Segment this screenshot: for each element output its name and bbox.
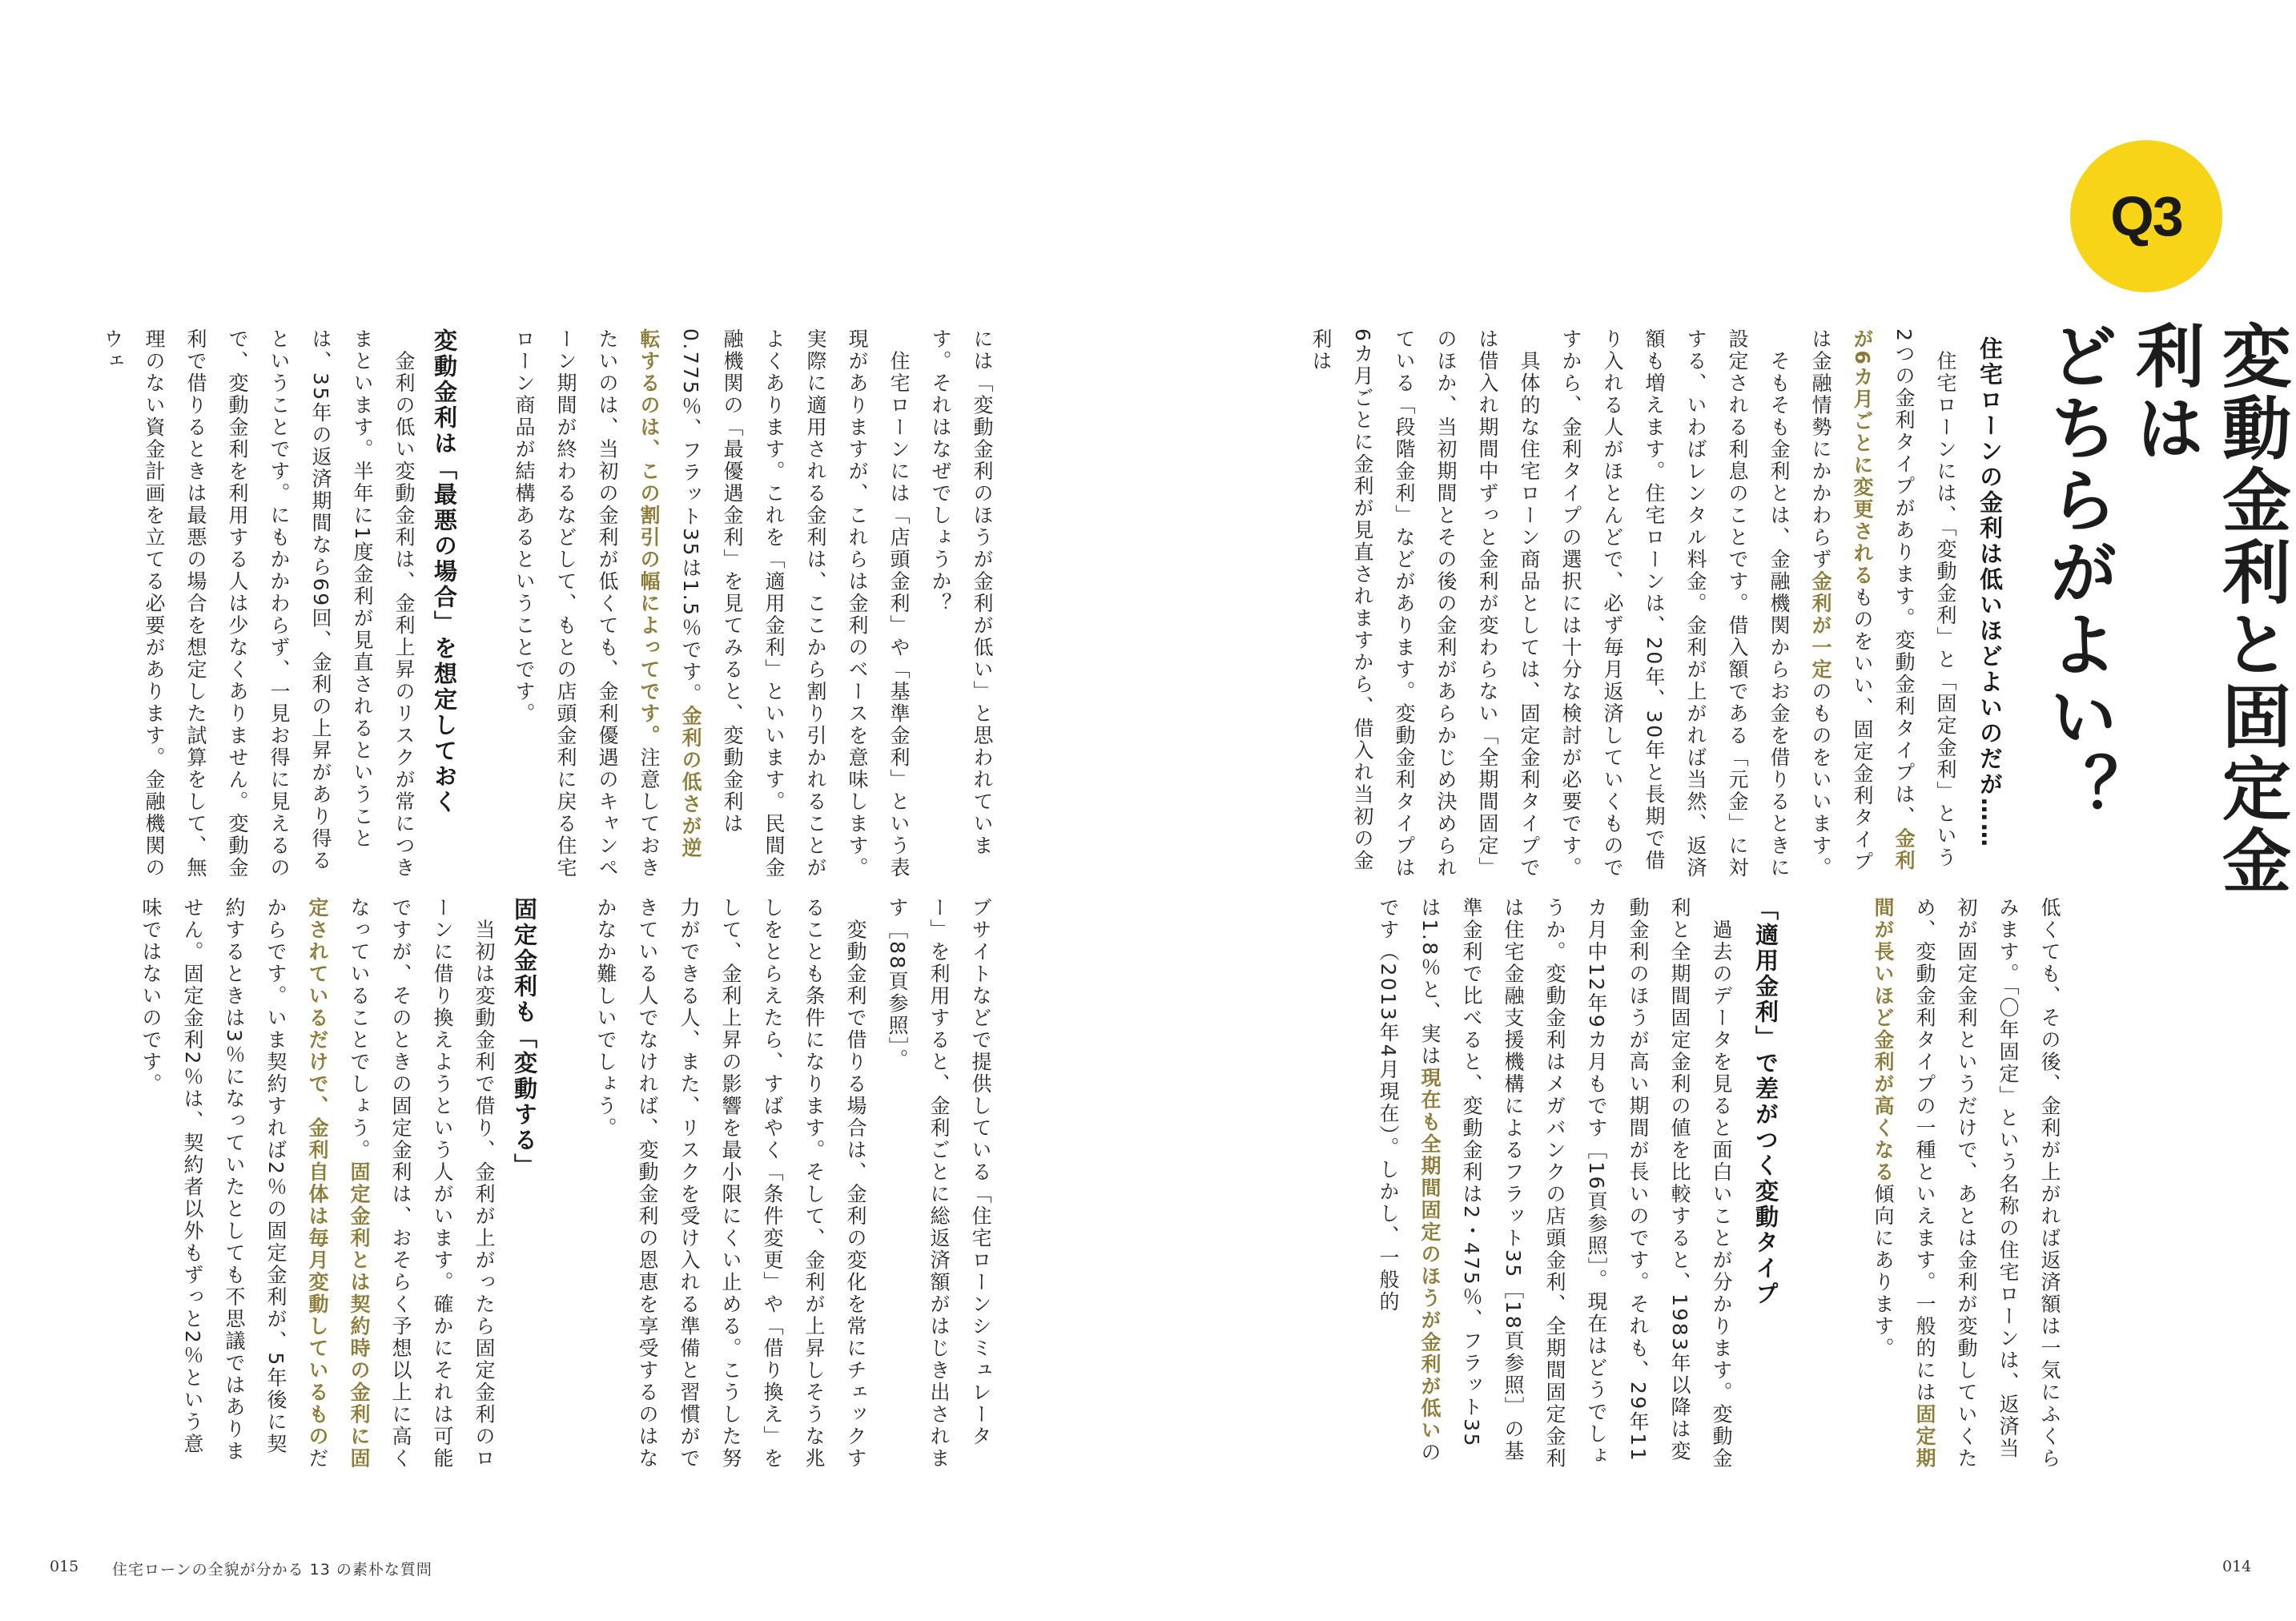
body-left-lower <box>585 897 1001 1470</box>
body-left-upper-2 <box>88 328 424 881</box>
body-left-upper <box>506 328 1003 881</box>
page-number-right: 014 <box>2222 1558 2252 1575</box>
heading-kotei-kinri: 固定金利も「変動する」 <box>511 897 538 1179</box>
question-number: Q3 <box>2110 185 2182 247</box>
body-text-run: 傾向にあります。 <box>1872 1183 1895 1360</box>
emphasis-text: 固定期間が長いほど金利が高くなる <box>1872 897 1936 1470</box>
page-title: 変動金利と固定金利は どちらがよい？ <box>2037 320 2290 897</box>
body-text-run: 当初は変動金利で借り、金利が上がったら固定金利のローンに借り換えようという人がいます。確かにそれは可能ですが、そのときの固定金利は、おそらく予想以上に高くなっていることでしょう。 <box>348 897 496 1470</box>
emphasis-text: 金利が6カ月ごとに変更される <box>1851 328 1916 872</box>
heading-tekiyou-kinri: 「適用金利」で差がつく変動タイプ <box>1752 897 1779 1307</box>
body-right-upper <box>1309 328 1966 881</box>
body-left-lower-2 <box>88 897 505 1470</box>
body-text-run: ブサイトなどで提供している「住宅ローンシミュレーター」を利用すると、金利ごとに総返済額がはじき出されます［88頁参照］。 変動金利で借りる場合は、金利の変化を常にチェックすることも条件になります。そして、金利が上昇しそうな兆しをとらえたら、すばやく「条件変更」や「借り換え」をして、金利上昇の影響を最小限にくい止める。こうした努力ができる人、また、リスクを受け入れる準備と習慣ができている人でなければ、変動金利の恩恵を享受するのはなかなか難しいでしょう。 <box>594 897 992 1470</box>
question-badge <box>2070 140 2222 292</box>
body-right-lower-2 <box>1309 897 1742 1470</box>
body-text-run: 注意しておきたいのは、当初の金利が低くても、金利優遇のキャンペーン期間が終わるなどして、もとの店頭金利に戻る住宅ローン商品が結構あるということです。 <box>513 328 661 879</box>
emphasis-text: 金利の低さが逆転するのは、この割引の幅によってです。 <box>637 328 702 860</box>
body-text-run: のものをいいます。 そもそも金利とは、金融機関からお金を借りるときに設定される利息のことです。借入額である「元金」に対する、いわばレンタル料金。金利が上がれば当然、返済額も増えます。住宅ローンは、20年、30年と長期で借り入れる人がほとんどで、必ず毎月返済していくものですから、金利タイプの選択には十分な検討が必要です。 具体的な住宅ローン商品としては、固定金利タイプでは借入れ期間中ずっと金利が変わらない「全期間固定」のほか、当初期間とその後の金利があらかじめ決められている「段階金利」などがあります。変動金利タイプは6カ月ごとに金利が見直されますから、借入れ当初の金利は <box>1309 328 1832 879</box>
emphasis-text: 固定金利とは契約時の金利に固定されているだけで、金利自体は毎月変動しているもの <box>306 897 371 1470</box>
emphasis-text: 金利が一定 <box>1809 570 1832 681</box>
emphasis-text: 現在も全期間固定のほうが金利が低い <box>1418 1067 1442 1442</box>
body-text-run: ものをいい、固定金利タイプは金融情勢にかかわらず <box>1809 328 1874 873</box>
body-right-lower <box>1842 897 2070 1470</box>
heading-saiaku-no-baai: 変動金利は「最悪の場合」を想定しておく <box>431 328 458 815</box>
body-text-run: だからです。いま契約すれば2％の固定金利が、5年後に契約するときは3％になっていたとしても不思議ではありません。固定金利2％は、契約者以外もずっと2％という意味ではないのです。 <box>139 897 329 1470</box>
body-text-run: には「変動金利のほうが金利が低い」と思われています。それはなぜでしょうか？ 住宅ローンには「店頭金利」や「基準金利」という表現がありますが、これらは金利のベースを意味します。実際に適用される金利は、ここから割り引かれることがよくあります。これを「適用金利」といいます。民間金融機関の「最優遇金利」を見てみると、変動金利は0.775％、フラット35は1.5％です。 <box>679 328 994 879</box>
body-text-run: 金利の低い変動金利は、金利上昇のリスクが常につきまといます。半年に1度金利が見直されるということは、35年の返済期間なら69回、金利の上昇があり得るということです。にもかかわらず、一見お得に見えるので、変動金利を利用する人は少なくありません。変動金利で借りるときは最悪の場合を想定した試算をして、無理のない資金計画を立てる必要があります。金融機関のウェ <box>101 328 416 879</box>
page-number-left: 015 <box>50 1558 79 1575</box>
body-text-run: 過去のデータを見ると面白いことが分かります。変動金利と全期間固定金利の値を比較すると、1983年以降は変動金利のほうが高い期間が長いのです。それも、29年11カ月中12年9カ月もです［16頁参照］。現在はどうでしょうか。変動金利はメガバンクの店頭金利、全期間固定金利は住宅金融支援機構によるフラット35［18頁参照］の基準金利で比べると、変動金利は2・475％、フラット35は1.8％と、実は <box>1418 897 1733 1470</box>
body-text-run: 住宅ローンには、「変動金利」と「固定金利」という2つの金利タイプがあります。変動金利タイプは、 <box>1892 328 1957 869</box>
body-text-run: 低くても、その後、金利が上がれば返済額は一気にふくらみます。「〇年固定」という名称の住宅ローンは、返済当初が固定金利というだけで、あとは金利が変動していくため、変動金利タイプの一種といえます。一般的には <box>1913 897 2061 1470</box>
body-text-run: のです（2013年4月現在）。しかし、一般的 <box>1377 897 1442 1464</box>
subtitle: 住宅ローンの金利は低いほどよいのだが…… <box>1976 336 2004 849</box>
running-title: 住宅ローンの全貌が分かる 13 の素朴な質問 <box>112 1561 432 1579</box>
